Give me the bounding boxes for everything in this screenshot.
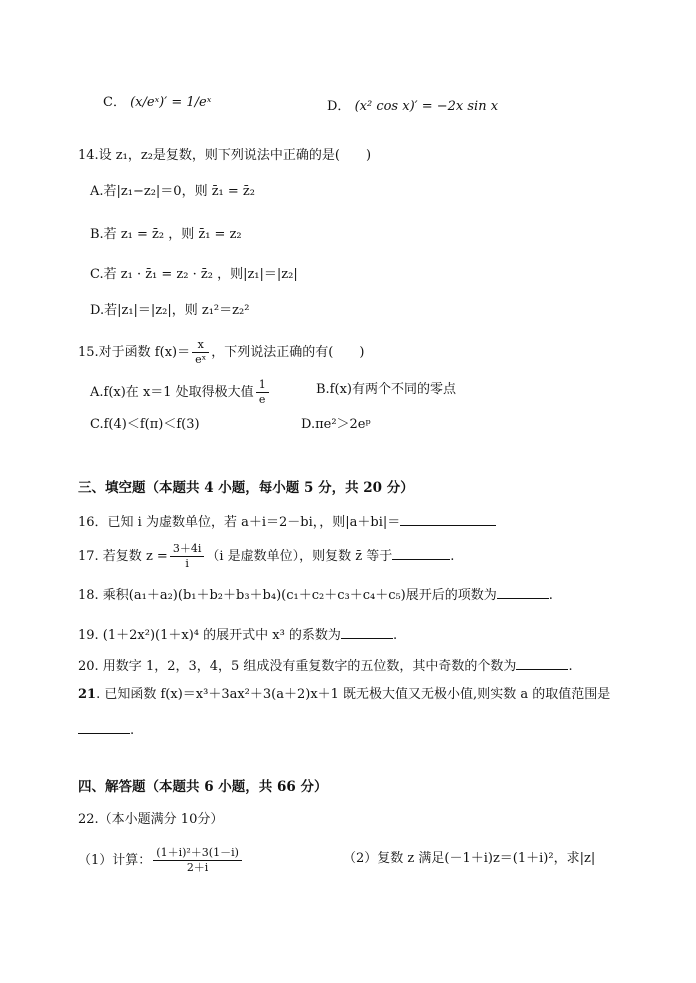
- q15-stem-post: ，下列说法正确的有( ): [211, 345, 365, 360]
- q18-period: .: [548, 588, 553, 603]
- q21-answer-blank[interactable]: [78, 719, 130, 734]
- q15-frac-num: x: [197, 338, 204, 351]
- q22-part-1-fraction: [153, 846, 242, 875]
- q18-answer-blank[interactable]: [497, 584, 549, 599]
- q15-option-b: B.f(x)有两个不同的零点: [316, 382, 456, 397]
- q17-frac-num: 3＋4i: [172, 542, 202, 555]
- q22-stem: 22.（本小题满分 10分）: [78, 812, 224, 827]
- q17-answer-blank[interactable]: [392, 545, 450, 560]
- q19-period: .: [392, 628, 398, 643]
- q15-a-frac-den: e: [256, 392, 269, 407]
- q22-part-1-label: （1）计算：: [78, 853, 152, 868]
- q13-option-c-label: C．: [103, 95, 126, 110]
- q15-option-a: [90, 378, 271, 407]
- q15-stem-pre: 15.对于函数 f(x)＝: [78, 345, 191, 360]
- q14-option-c: C.若 z₁ · z̄₁ = z₂ · z̄₂ ，则|z₁|＝|z₂|: [90, 267, 298, 282]
- q17-post: （i 是虚数单位），则复数 z̄ 等于: [206, 549, 393, 564]
- q19-text: 19. (1＋2x²)(1＋x)⁴ 的展开式中 x³ 的系数为: [78, 628, 341, 643]
- q17-period: .: [450, 549, 455, 564]
- q15-stem: [78, 338, 364, 367]
- q16: [78, 511, 496, 532]
- q21-period: .: [130, 723, 135, 738]
- section-3-title: 三、填空题（本题共 4 小题，每小题 5 分，共 20 分）: [78, 480, 414, 496]
- q20: [78, 655, 573, 676]
- q22-part-1-den: 2＋i: [153, 860, 242, 875]
- q21-number: 21: [78, 687, 97, 702]
- q15-option-c: C.f(4)＜f(π)＜f(3): [90, 417, 200, 432]
- q17-pre: 17. 若复数 z =: [78, 549, 168, 564]
- q13-option-d: [327, 98, 498, 116]
- q15-option-a-fraction: [256, 378, 269, 407]
- q13-option-d-formula: (x² cos x)′ = −2x sin x: [354, 99, 499, 114]
- q14-option-b: B.若 z₁ = z̄₂ ，则 z̄₁ = z₂: [90, 227, 242, 242]
- q21: [78, 686, 610, 704]
- q13-option-c-formula: (x/eˣ)′ = 1/eˣ: [130, 95, 212, 110]
- q15-option-d: D.πe²＞2eᵖ: [301, 417, 371, 432]
- q14-option-a: A.若|z₁−z₂|＝0，则 z̄₁ = z̄₂: [90, 184, 255, 199]
- q18: [78, 584, 553, 605]
- q16-answer-blank[interactable]: [400, 511, 496, 526]
- q13-option-d-label: D．: [327, 99, 351, 114]
- section-4-title: 四、解答题（本题共 6 小题，共 66 分）: [78, 779, 328, 795]
- q21-text: . 已知函数 f(x)＝x³＋3ax²＋3(a＋2)x＋1 既无极大值又无极小值,则实数 a 的取值范围是: [96, 687, 611, 702]
- q17: [78, 542, 454, 571]
- q17-frac-den: i: [170, 556, 205, 571]
- q22-part-2: （2）复数 z 满足(－1＋i)z＝(1＋i)²，求|z|: [343, 851, 596, 866]
- q19: [78, 624, 397, 645]
- q17-fraction: [170, 542, 205, 571]
- q16-text: 16．已知 i 为虚数单位，若 a＋i＝2－bi，，则|a＋bi|＝: [78, 515, 401, 530]
- q20-answer-blank[interactable]: [516, 655, 568, 670]
- q18-text: 18. 乘积(a₁＋a₂)(b₁＋b₂＋b₃＋b₄)(c₁＋c₂＋c₃＋c₄＋c₅)展开后的项数为: [78, 588, 497, 603]
- q14-stem: 14.设 z₁，z₂是复数，则下列说法中正确的是( ): [78, 148, 372, 163]
- q15-frac-den: eˣ: [192, 352, 209, 367]
- q22-part-1: [78, 846, 244, 875]
- q13-option-c: [103, 94, 211, 112]
- q15-a-frac-num: 1: [258, 378, 266, 391]
- q20-period: .: [568, 659, 573, 674]
- q14-option-d: D.若|z₁|＝|z₂|，则 z₁²＝z₂²: [90, 303, 250, 318]
- q15-stem-fraction: [192, 338, 209, 367]
- q15-option-a-text: A.f(x)在 x＝1 处取得极大值: [90, 385, 254, 400]
- q21-answer-line: [78, 719, 134, 740]
- q20-text: 20. 用数字 1，2，3，4，5 组成没有重复数字的五位数，其中奇数的个数为: [78, 659, 517, 674]
- q22-part-1-num: (1＋i)²＋3(1－i): [156, 846, 239, 859]
- q19-answer-blank[interactable]: [341, 624, 393, 639]
